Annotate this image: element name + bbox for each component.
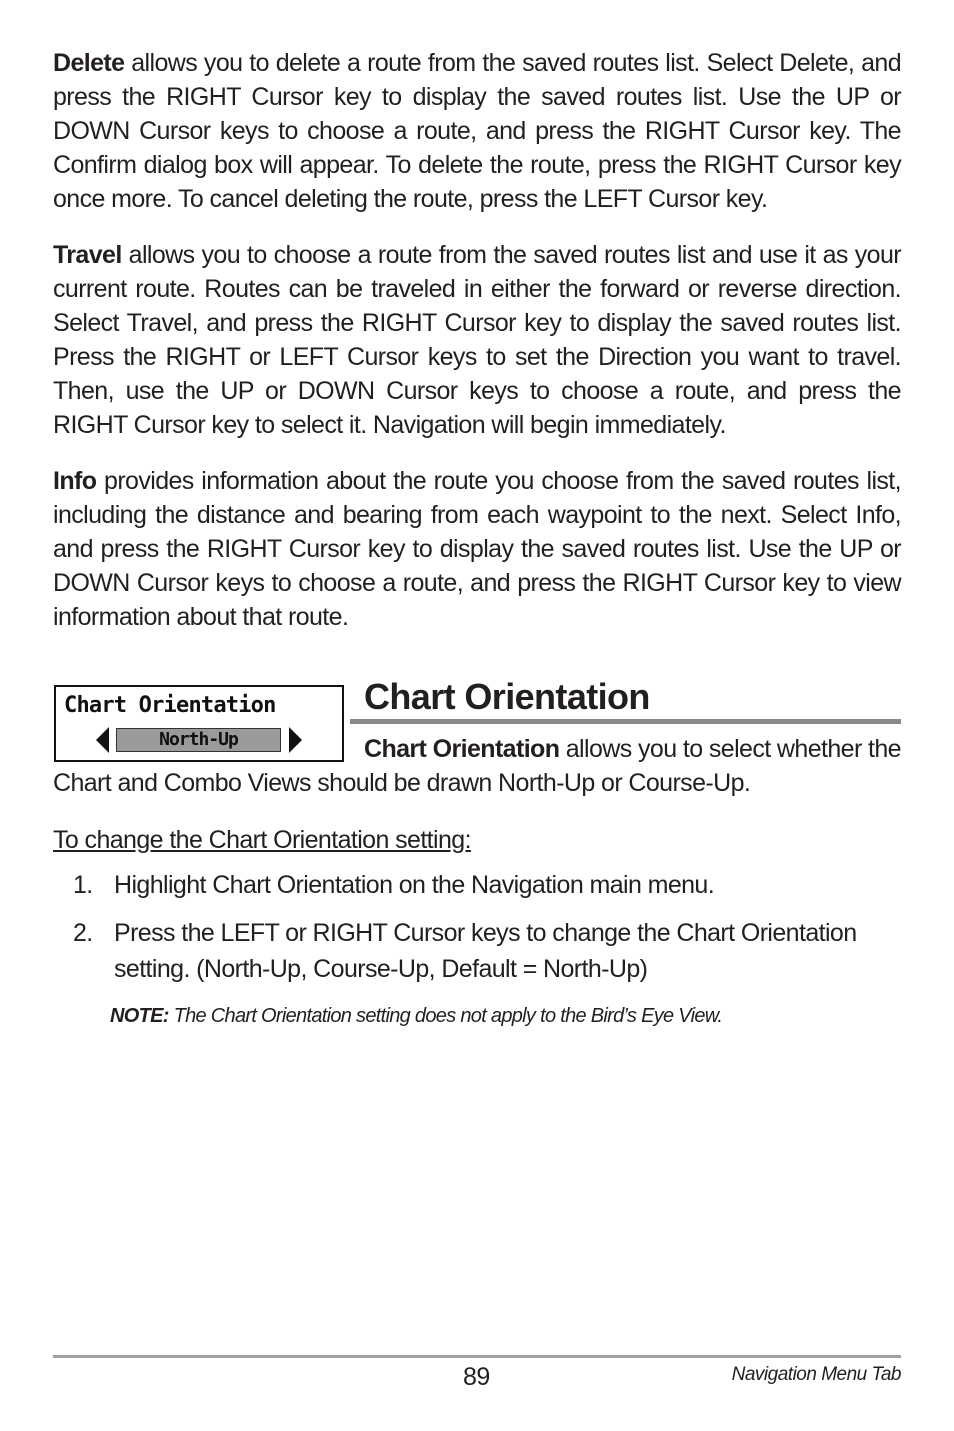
list-item: [73, 867, 893, 903]
travel-term: Travel: [53, 241, 122, 269]
list-item: [73, 915, 893, 987]
delete-description: allows you to delete a route from the saved routes list. Select Delete, and press the RIGHT Cursor key to display the saved routes list. Use the UP or DOWN Cursor keys to choose a route, and press the RIGHT Cursor key. The Confirm dialog box will appear. To delete the route, press the RIGHT Cursor key once more. To cancel deleting the route, press the LEFT Cursor key.: [53, 49, 901, 213]
step-text: Highlight Chart Orientation on the Navigation main menu.: [114, 871, 715, 899]
note-label: NOTE:: [110, 1005, 169, 1027]
chart-orientation-description: allows you to select whether the Chart and Combo Views should be drawn North-Up or Course-Up.: [53, 735, 901, 797]
info-term: Info: [53, 467, 97, 495]
travel-paragraph: [53, 238, 901, 442]
page-number: 89: [463, 1363, 490, 1391]
procedure-subheading: To change the Chart Orientation setting:: [53, 826, 471, 854]
travel-description: allows you to choose a route from the saved routes list and use it as your current route. Routes can be traveled in either the forward or reverse direction. Select Travel, and press the RIGHT Cursor key to display the saved routes list. Press the RIGHT or LEFT Cursor keys to set the Direction you want to travel. Then, use the UP or DOWN Cursor keys to choose a route, and press the RIGHT Cursor key to select it. Navigation will begin immediately.: [53, 241, 901, 439]
info-description: provides information about the route you choose from the saved routes list, including the distance and bearing from each waypoint to the next. Select Info, and press the RIGHT Cursor key to display the saved routes list. Use the UP or DOWN Cursor keys to choose a route, and press the RIGHT Cursor key to view information about that route.: [53, 467, 901, 631]
footer-section-name: Navigation Menu Tab: [731, 1364, 901, 1385]
step-number: 2.: [73, 919, 93, 947]
heading-rule: [350, 719, 901, 724]
note-text: The Chart Orientation setting does not apply to the Bird’s Eye View.: [168, 1005, 723, 1027]
menu-widget-title: Chart Orientation: [64, 693, 276, 718]
step-number: 1.: [73, 871, 93, 899]
step-text: Press the LEFT or RIGHT Cursor keys to change the Chart Orientation setting. (North-Up, Course-Up, Default = North-Up): [114, 919, 857, 983]
menu-widget-value: North-Up: [116, 728, 281, 752]
chart-orientation-term: Chart Orientation: [364, 735, 560, 763]
chart-orientation-paragraph: [53, 732, 901, 800]
section-heading: Chart Orientation: [364, 676, 650, 717]
delete-term: Delete: [53, 49, 125, 77]
footer-rule: [53, 1355, 901, 1358]
info-paragraph: [53, 464, 901, 634]
delete-paragraph: [53, 46, 901, 216]
note: [110, 1005, 722, 1028]
